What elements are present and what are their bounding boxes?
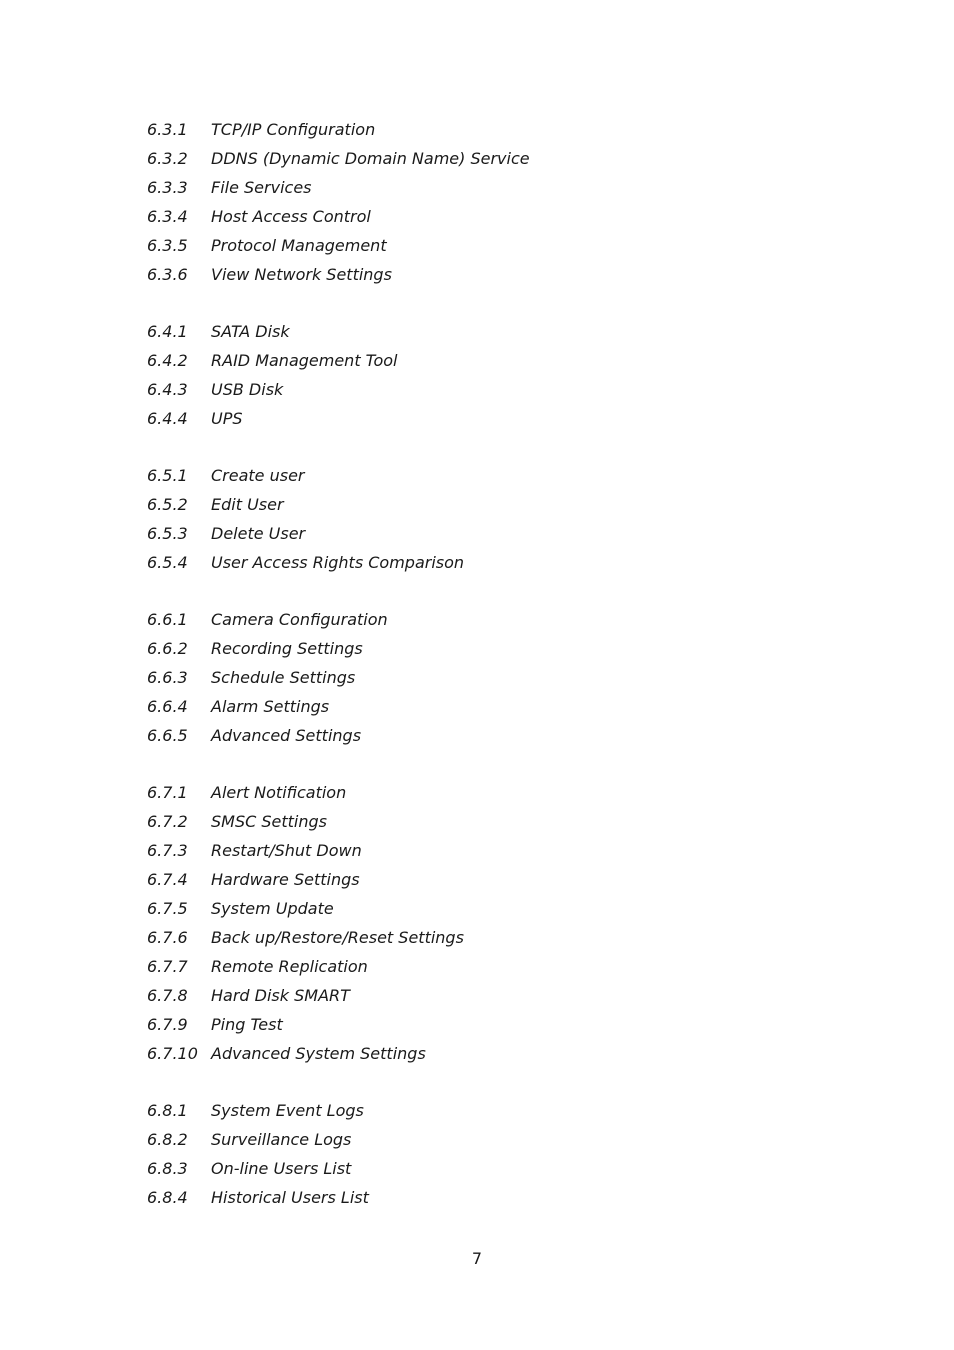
- toc-entry-title: Recording Settings: [211, 639, 363, 658]
- toc-entry-title: TCP/IP Configuration: [211, 120, 376, 139]
- toc-entry[interactable]: [147, 925, 847, 954]
- toc-entry-number: 6.3.2: [147, 149, 188, 168]
- toc-entry-title: Restart/Shut Down: [211, 841, 362, 860]
- toc-entry[interactable]: [147, 867, 847, 896]
- toc-entry-number: 6.6.1: [147, 610, 188, 629]
- toc-entry[interactable]: [147, 146, 847, 175]
- toc-section-group: [147, 463, 847, 579]
- toc-entry[interactable]: [147, 262, 847, 291]
- toc-entry-title: Host Access Control: [211, 207, 371, 226]
- toc-entry-title: Edit User: [211, 495, 284, 514]
- toc-entry-number: 6.5.3: [147, 524, 188, 543]
- toc-entry-title: Schedule Settings: [211, 668, 356, 687]
- toc-entry-number: 6.7.6: [147, 928, 188, 947]
- toc-entry[interactable]: [147, 780, 847, 809]
- toc-entry-number: 6.3.1: [147, 120, 188, 139]
- toc-entry-title: USB Disk: [211, 380, 284, 399]
- toc-entry-title: Historical Users List: [211, 1188, 369, 1207]
- toc-entry-number: 6.7.9: [147, 1015, 188, 1034]
- toc-entry[interactable]: [147, 348, 847, 377]
- toc-entry-title: Create user: [211, 466, 305, 485]
- toc-entry-number: 6.3.3: [147, 178, 188, 197]
- toc-entry-number: 6.4.1: [147, 322, 188, 341]
- toc-entry-title: SMSC Settings: [211, 812, 327, 831]
- toc-entry-title: RAID Management Tool: [211, 351, 398, 370]
- toc-entry[interactable]: [147, 1041, 847, 1070]
- toc-entry[interactable]: [147, 463, 847, 492]
- toc-entry-number: 6.7.4: [147, 870, 188, 889]
- toc-section-group: [147, 117, 847, 291]
- toc-entry[interactable]: [147, 954, 847, 983]
- toc-entry-title: System Update: [211, 899, 334, 918]
- toc-entry-number: 6.3.4: [147, 207, 188, 226]
- toc-entry[interactable]: [147, 550, 847, 579]
- toc-entry-title: Camera Configuration: [211, 610, 388, 629]
- toc-entry-number: 6.3.6: [147, 265, 188, 284]
- toc-entry[interactable]: [147, 983, 847, 1012]
- toc-entry-title: Advanced System Settings: [211, 1044, 426, 1063]
- toc-entry[interactable]: [147, 896, 847, 925]
- toc-entry-number: 6.4.3: [147, 380, 188, 399]
- toc-entry-title: On-line Users List: [211, 1159, 352, 1178]
- toc-entry[interactable]: [147, 809, 847, 838]
- toc-entry-title: SATA Disk: [211, 322, 290, 341]
- toc-entry-number: 6.7.5: [147, 899, 188, 918]
- toc-entry[interactable]: [147, 1098, 847, 1127]
- toc-entry[interactable]: [147, 665, 847, 694]
- toc-entry-title: System Event Logs: [211, 1101, 364, 1120]
- toc-section-group: [147, 607, 847, 752]
- toc-entry-title: User Access Rights Comparison: [211, 553, 465, 572]
- toc-entry[interactable]: [147, 319, 847, 348]
- toc-section-group: [147, 780, 847, 1070]
- toc-entry-number: 6.6.5: [147, 726, 188, 745]
- toc-entry-number: 6.7.7: [147, 957, 188, 976]
- toc-entry[interactable]: [147, 1127, 847, 1156]
- toc-entry-number: 6.7.2: [147, 812, 188, 831]
- toc-entry-title: DDNS (Dynamic Domain Name) Service: [211, 149, 530, 168]
- toc-entry[interactable]: [147, 607, 847, 636]
- toc-entry[interactable]: [147, 406, 847, 435]
- toc-entry-number: 6.5.1: [147, 466, 188, 485]
- toc-entry-title: Remote Replication: [211, 957, 368, 976]
- toc-entry-number: 6.6.2: [147, 639, 188, 658]
- toc-entry[interactable]: [147, 838, 847, 867]
- toc-entry[interactable]: [147, 694, 847, 723]
- toc-entry-title: Back up/Restore/Reset Settings: [211, 928, 464, 947]
- toc-entry-number: 6.8.1: [147, 1101, 188, 1120]
- toc-entry-number: 6.5.4: [147, 553, 188, 572]
- table-of-contents: [147, 117, 847, 1214]
- toc-entry-number: 6.4.4: [147, 409, 188, 428]
- toc-entry[interactable]: [147, 117, 847, 146]
- toc-entry-title: Surveillance Logs: [211, 1130, 352, 1149]
- toc-entry-number: 6.6.3: [147, 668, 188, 687]
- toc-entry-number: 6.8.3: [147, 1159, 188, 1178]
- toc-entry-title: Hardware Settings: [211, 870, 360, 889]
- toc-entry-number: 6.7.10: [147, 1044, 198, 1063]
- toc-entry-number: 6.7.8: [147, 986, 188, 1005]
- toc-entry-number: 6.4.2: [147, 351, 188, 370]
- toc-entry-title: Protocol Management: [211, 236, 387, 255]
- toc-entry[interactable]: [147, 521, 847, 550]
- toc-section-group: [147, 319, 847, 435]
- toc-entry-title: Alarm Settings: [211, 697, 330, 716]
- page-number: 7: [471, 1249, 483, 1268]
- toc-entry-number: 6.5.2: [147, 495, 188, 514]
- toc-entry-number: 6.6.4: [147, 697, 188, 716]
- toc-entry[interactable]: [147, 175, 847, 204]
- toc-entry[interactable]: [147, 1156, 847, 1185]
- toc-entry[interactable]: [147, 233, 847, 262]
- toc-entry-title: Alert Notification: [211, 783, 347, 802]
- toc-entry-title: File Services: [211, 178, 312, 197]
- toc-entry[interactable]: [147, 1012, 847, 1041]
- toc-entry[interactable]: [147, 1185, 847, 1214]
- toc-entry-title: Ping Test: [211, 1015, 283, 1034]
- toc-entry[interactable]: [147, 723, 847, 752]
- toc-entry[interactable]: [147, 492, 847, 521]
- toc-entry-title: View Network Settings: [211, 265, 392, 284]
- toc-entry-title: Hard Disk SMART: [211, 986, 350, 1005]
- toc-entry[interactable]: [147, 636, 847, 665]
- toc-entry-number: 6.8.2: [147, 1130, 188, 1149]
- toc-entry-title: Delete User: [211, 524, 306, 543]
- toc-entry-number: 6.3.5: [147, 236, 188, 255]
- toc-entry-number: 6.7.3: [147, 841, 188, 860]
- toc-entry[interactable]: [147, 377, 847, 406]
- toc-entry-title: Advanced Settings: [211, 726, 362, 745]
- toc-entry-title: UPS: [211, 409, 243, 428]
- toc-section-group: [147, 1098, 847, 1214]
- toc-entry[interactable]: [147, 204, 847, 233]
- toc-entry-number: 6.8.4: [147, 1188, 188, 1207]
- toc-entry-number: 6.7.1: [147, 783, 188, 802]
